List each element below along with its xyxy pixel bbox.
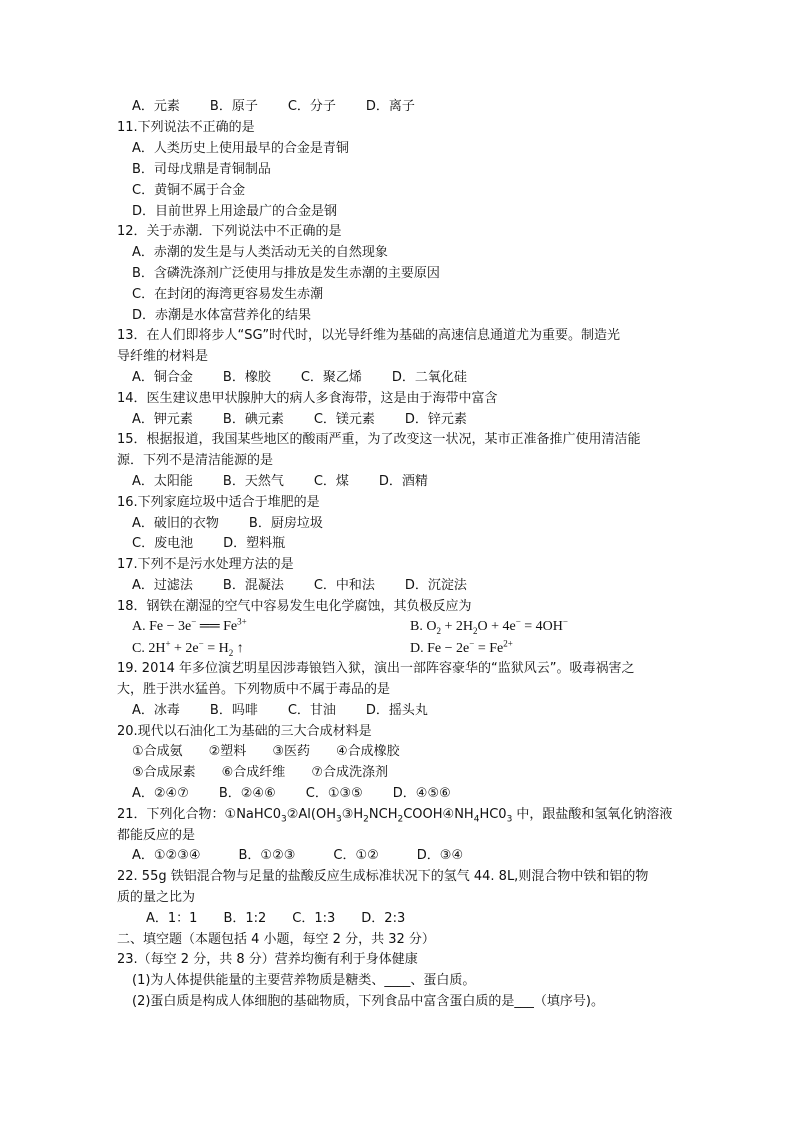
options-line <box>132 703 458 719</box>
options-line <box>132 412 497 428</box>
options-line <box>132 744 426 760</box>
answer-option: ⑥合成纤维 <box>221 765 286 780</box>
answer-option: A．破旧的衣物 <box>132 516 219 531</box>
answer-option: A．太阳能 <box>132 474 193 489</box>
answer-option: A．钾元素 <box>132 412 193 427</box>
text-line: 14．医生建议患甲状腺肿大的病人多食海带，这是由于海带中富含 <box>117 391 498 406</box>
text-line: B. $O_2 + 2H_2O + 4e^- = 4OH^-$ <box>410 616 568 636</box>
text-line: 12．关于赤潮．下列说法中不正确的是 <box>117 224 342 239</box>
text-line: (2)蛋白质是构成人体细胞的基础物质，下列食品中富含蛋白质的是___（填序号)。 <box>132 994 604 1009</box>
answer-option: D．二氧化硅 <box>391 370 467 385</box>
answer-option: A．1：1 <box>146 911 198 926</box>
text-line: 18．钢铁在潮湿的空气中容易发生电化学腐蚀，其负极反应为 <box>117 599 472 614</box>
answer-option: ①合成氨 <box>132 744 183 759</box>
answer-option: ②塑料 <box>208 744 247 759</box>
text-line: A. Fe − 3e− ══ $Fe^{3+}$ <box>132 616 247 634</box>
text-line: 大，胜于洪水猛兽。下列物质中不属于毒品的是 <box>117 682 391 697</box>
answer-option: B．碘元素 <box>222 412 284 427</box>
options-line <box>132 516 353 532</box>
answer-option: A．元素 <box>132 99 180 114</box>
text-line: 11.下列说法不正确的是 <box>117 120 255 135</box>
text-line: 16.下列家庭垃圾中适合于堆肥的是 <box>117 495 320 510</box>
text-line: 源．下列不是清洁能源的是 <box>117 453 274 468</box>
text-line: 23.（每空 2 分，共 8 分）营养均衡有利于身体健康 <box>117 952 418 967</box>
answer-option: D．④⑤⑥ <box>392 786 451 801</box>
answer-option: A．铜合金 <box>132 370 193 385</box>
answer-option: D．酒精 <box>378 474 428 489</box>
text-line: C．黄铜不属于合金 <box>132 183 246 198</box>
options-line <box>132 474 458 490</box>
text-line: 19. 2014 年多位演艺明星因涉毒锒铛入狱，演出一部阵容豪华的“监狱风云”。吸毒祸害之 <box>117 661 635 676</box>
answer-option: D．2:3 <box>361 911 406 926</box>
answer-option: B．混凝法 <box>222 578 284 593</box>
options-line <box>132 786 481 802</box>
answer-option: C．甘油 <box>287 703 336 718</box>
answer-option: A．①②③④ <box>132 848 201 863</box>
text-line: 21．下列化合物：$①NaHC0_3②Al(OH_3③H_2NCH_2COOH④NH_4HC0_3$ 中，跟盐酸和氢氧化钠溶液 <box>117 807 673 825</box>
answer-option: B．吗啡 <box>209 703 258 718</box>
answer-option: B．1:2 <box>223 911 267 926</box>
answer-option: A．②④⑦ <box>132 786 189 801</box>
answer-option: B．①②③ <box>238 848 296 863</box>
text-line: 17.下列不是污水处理方法的是 <box>117 557 294 572</box>
text-line: C. $2H^+ + 2e^- = H_2$ ↑ <box>132 638 244 658</box>
answer-option: ⑤合成尿素 <box>132 765 196 780</box>
answer-option: D．③④ <box>416 848 464 863</box>
text-line: 20.现代以石油化工为基础的三大合成材料是 <box>117 724 372 739</box>
options-line <box>132 578 497 594</box>
options-line <box>132 370 497 386</box>
text-line: B．司母戊鼎是青铜制品 <box>132 162 271 177</box>
answer-option: D．沉淀法 <box>404 578 467 593</box>
answer-option: ③医药 <box>272 744 310 759</box>
answer-option: C．中和法 <box>313 578 375 593</box>
text-line: A．赤潮的发生是与人类活动无关的自然现象 <box>132 245 388 260</box>
answer-option: D．锌元素 <box>404 412 467 427</box>
text-line: 导纤维的材料是 <box>117 349 209 364</box>
options-line <box>146 911 431 927</box>
answer-option: D．离子 <box>365 99 415 114</box>
answer-option: C．①③⑤ <box>305 786 363 801</box>
text-line: B．含磷洗涤剂广泛使用与排放是发生赤潮的主要原因 <box>132 266 440 281</box>
answer-option: C．废电池 <box>132 536 194 551</box>
answer-option: C．聚乙烯 <box>300 370 362 385</box>
answer-option: B．原子 <box>209 99 258 114</box>
text-line: 22. 55g 铁铝混合物与足量的盐酸反应生成标准状况下的氢气 44. 8L,则混合物中铁和铝的物 <box>117 869 649 884</box>
answer-option: ⑦合成洗涤剂 <box>311 765 388 780</box>
text-line: 15．根据报道，我国某些地区的酸雨严重，为了改变这一状况，某市正准备推广使用清洁能 <box>117 432 641 447</box>
answer-option: B．天然气 <box>222 474 284 489</box>
text-line: 质的量之比为 <box>117 890 196 905</box>
answer-option: D．摇头丸 <box>365 703 428 718</box>
options-line <box>132 848 501 864</box>
text-line: 二、填空题（本题包括 4 小题，每空 2 分，共 32 分） <box>117 932 435 947</box>
text-line: 13．在人们即将步人“SG”时代时，以光导纤维为基础的高速信息通道尤为重要。制造光 <box>117 328 621 343</box>
text-line: 都能反应的是 <box>117 828 196 843</box>
text-line: D．赤潮是水体富营养化的结果 <box>132 308 312 323</box>
answer-option: ④合成橡胶 <box>335 744 400 759</box>
text-line: A．人类历史上使用最早的合金是青铜 <box>132 141 349 156</box>
answer-option: A．过滤法 <box>132 578 193 593</box>
answer-option: B．②④⑥ <box>218 786 276 801</box>
answer-option: D．塑料瓶 <box>223 536 286 551</box>
text-line: (1)为人体提供能量的主要营养物质是糖类、____、蛋白质。 <box>132 973 476 988</box>
text-line: C．在封闭的海湾更容易发生赤潮 <box>132 287 324 302</box>
answer-option: B．橡胶 <box>222 370 271 385</box>
options-line <box>132 765 414 781</box>
text-line: D. $Fe - 2e^- = Fe^{2+}$ <box>410 638 513 656</box>
answer-option: C．煤 <box>313 474 349 489</box>
answer-option: C．1:3 <box>292 911 336 926</box>
answer-option: C．分子 <box>287 99 336 114</box>
answer-option: B．厨房垃圾 <box>248 516 323 531</box>
answer-option: C．镁元素 <box>313 412 375 427</box>
options-line <box>132 536 315 552</box>
answer-option: A．冰毒 <box>132 703 180 718</box>
answer-option: C．①② <box>333 848 379 863</box>
options-line <box>132 99 445 115</box>
text-line: D．目前世界上用途最广的合金是钢 <box>132 204 338 219</box>
